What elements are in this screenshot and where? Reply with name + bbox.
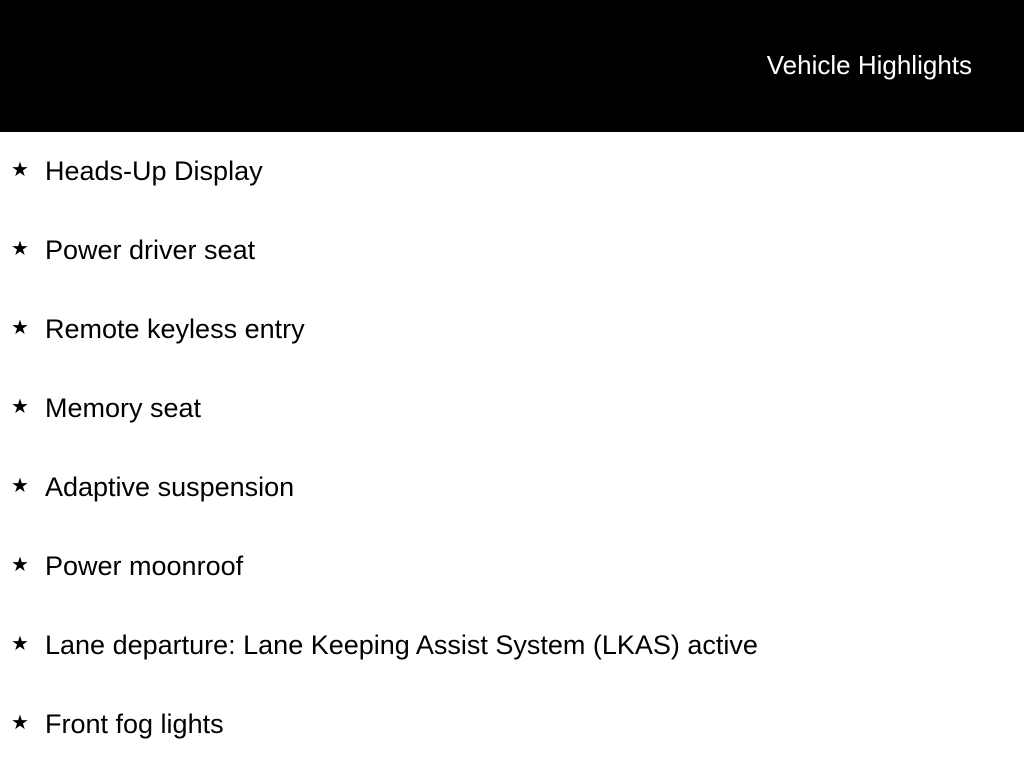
feature-label: Heads-Up Display	[45, 156, 263, 186]
list-item	[0, 290, 1024, 369]
list-item	[0, 448, 1024, 527]
feature-label: Power moonroof	[45, 551, 244, 581]
list-item	[0, 132, 1024, 211]
feature-label: Adaptive suspension	[45, 472, 295, 502]
feature-label: Lane departure: Lane Keeping Assist System (LKAS) active	[45, 630, 758, 660]
list-item	[0, 606, 1024, 685]
list-item	[0, 211, 1024, 290]
feature-list	[0, 132, 1024, 764]
star-icon: ★	[11, 712, 29, 734]
feature-label: Power driver seat	[45, 235, 256, 265]
feature-label: Memory seat	[45, 393, 202, 423]
list-item	[0, 685, 1024, 764]
header-banner	[0, 0, 1024, 132]
feature-label: Remote keyless entry	[45, 314, 305, 344]
star-icon: ★	[11, 159, 29, 181]
star-icon: ★	[11, 396, 29, 418]
page-title: Vehicle Highlights	[766, 50, 972, 80]
list-item	[0, 527, 1024, 606]
list-item	[0, 369, 1024, 448]
star-icon: ★	[11, 238, 29, 260]
star-icon: ★	[11, 317, 29, 339]
feature-label: Front fog lights	[45, 709, 224, 739]
star-icon: ★	[11, 554, 29, 576]
star-icon: ★	[11, 475, 29, 497]
star-icon: ★	[11, 633, 29, 655]
